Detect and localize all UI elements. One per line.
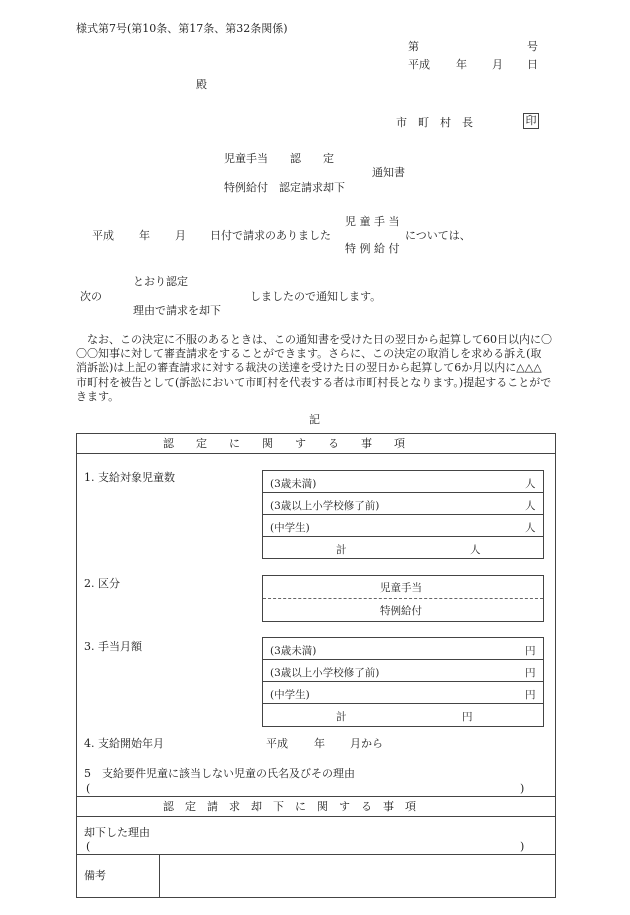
title-line-child-allowance: 児童手当 認 定: [224, 152, 334, 165]
item1-unit-person: 人: [525, 522, 536, 534]
item3-row-preschool-primary: (3歳以上小学校修了前): [270, 667, 380, 679]
item3-unit-yen: 円: [525, 689, 536, 701]
item1-row-under3: (3歳未満): [270, 478, 317, 490]
rejection-close-paren: ): [520, 840, 525, 853]
item1-row-junior-high: (中学生): [270, 522, 310, 534]
item4-era: 平成: [266, 737, 288, 750]
item5-close-paren: ): [520, 782, 525, 795]
divider: [262, 659, 544, 660]
divider: [76, 453, 556, 454]
dashed-divider: [263, 598, 543, 599]
divider: [262, 681, 544, 682]
date-month: 月: [492, 58, 503, 71]
request-tail: については、: [405, 229, 471, 242]
title-notice: 通知書: [372, 166, 405, 179]
result-option-approve: とおり認定: [133, 275, 188, 288]
remarks-label: 備考: [84, 869, 106, 882]
item4-label: 4. 支給開始年月: [84, 737, 164, 750]
divider: [159, 854, 160, 898]
divider: [76, 796, 556, 797]
item1-unit-person: 人: [525, 478, 536, 490]
divider: [76, 816, 556, 817]
result-tail: しましたので通知します。: [250, 290, 382, 303]
request-year: 年: [139, 229, 150, 242]
item3-total-unit: 円: [462, 711, 473, 723]
divider: [262, 514, 544, 515]
date-year: 年: [456, 58, 467, 71]
divider: [262, 536, 544, 537]
document-number-prefix: 第: [408, 40, 419, 53]
item3-unit-yen: 円: [525, 667, 536, 679]
document-number-suffix: 号: [527, 40, 538, 53]
item1-row-preschool-primary: (3歳以上小学校修了前): [270, 500, 380, 512]
item2-option-special-benefit: 特例給付: [380, 605, 422, 617]
divider: [76, 854, 556, 855]
request-option-special-benefit: 特 例 給 付: [345, 242, 400, 255]
appeal-notice: なお、この決定に不服のあるときは、この通知書を受けた日の翌日から起算して60日以内に〇〇〇知事に対して審査請求をすることができます。さらに、この決定の取消しを求める訴え(取消訴訟)は上記の審査請求に対する裁決の送達を受けた日の翌日から起算して6か月以内に△△△市町村を被告として(訴訟において市町村を代表する者は市町村長となります。)提起することができます。: [76, 333, 552, 403]
divider: [262, 492, 544, 493]
mayor-title: 市 町 村 長: [396, 116, 473, 129]
request-option-child-allowance: 児 童 手 当: [345, 215, 400, 228]
item5-label: 5 支給要件児童に該当しない児童の氏名及びその理由: [84, 767, 355, 780]
item3-row-under3: (3歳未満): [270, 645, 317, 657]
item1-total-unit: 人: [470, 544, 481, 556]
item2-label: 2. 区分: [84, 577, 120, 590]
ki-mark: 記: [309, 413, 320, 426]
item3-row-junior-high: (中学生): [270, 689, 310, 701]
item2-option-child-allowance: 児童手当: [380, 582, 422, 594]
item1-total-label: 計: [336, 544, 347, 556]
request-dated: 日付で請求のありました: [210, 229, 331, 242]
item4-month-from: 月から: [350, 737, 383, 750]
item3-unit-yen: 円: [525, 645, 536, 657]
seal-mark: 印: [523, 113, 539, 129]
date-era: 平成: [408, 58, 430, 71]
section-approval-title: 認 定 に 関 す る 事 項: [163, 437, 405, 450]
result-next: 次の: [80, 290, 102, 303]
form-number: 様式第7号(第10条、第17条、第32条関係): [76, 22, 288, 35]
item3-total-label: 計: [336, 711, 347, 723]
item3-label: 3. 手当月額: [84, 640, 142, 653]
item5-open-paren: (: [86, 782, 91, 795]
request-month: 月: [175, 229, 186, 242]
rejection-reason-label: 却下した理由: [84, 826, 150, 839]
date-day: 日: [527, 58, 538, 71]
divider: [262, 703, 544, 704]
result-option-reject: 理由で請求を却下: [133, 304, 221, 317]
rejection-open-paren: (: [86, 840, 91, 853]
item1-label: 1. 支給対象児童数: [84, 471, 175, 484]
title-line-special-benefit: 特例給付 認定請求却下: [224, 181, 345, 194]
request-era: 平成: [92, 229, 114, 242]
item4-year: 年: [314, 737, 325, 750]
item1-unit-person: 人: [525, 500, 536, 512]
addressee-suffix: 殿: [196, 78, 207, 91]
section-rejection-title: 認 定 請 求 却 下 に 関 す る 事 項: [163, 800, 416, 813]
